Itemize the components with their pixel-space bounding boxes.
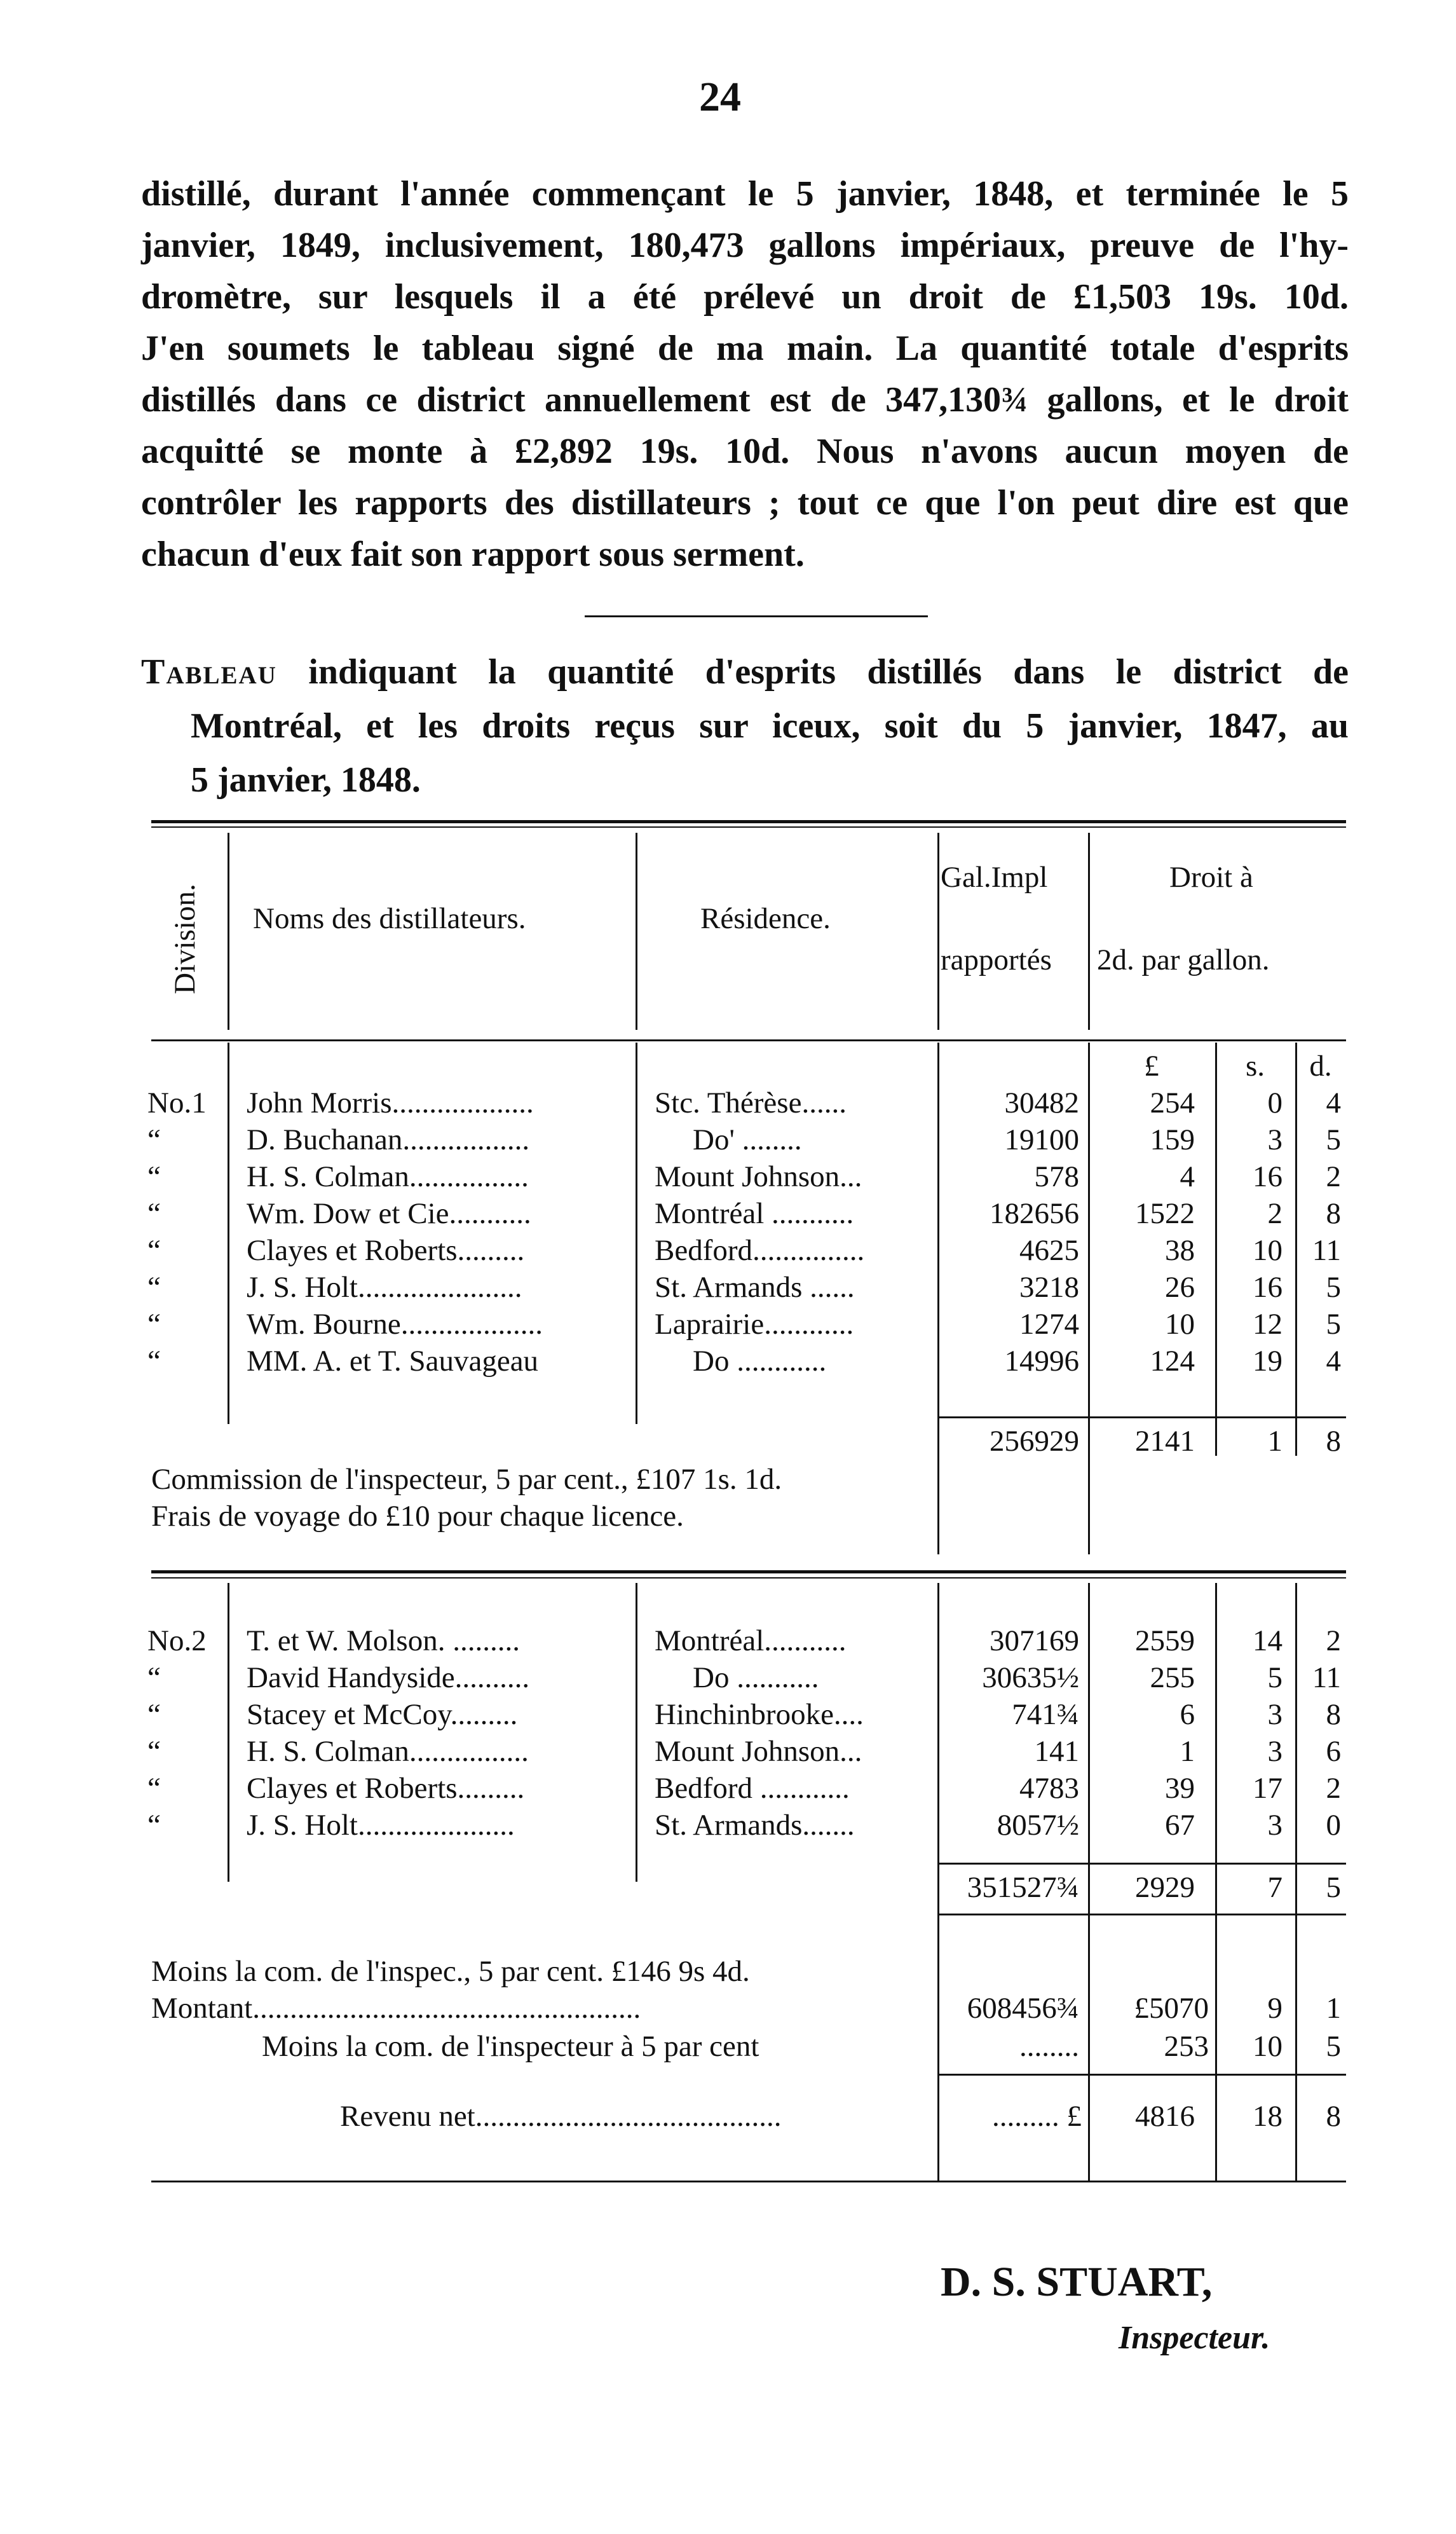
distiller-name-cell: J. S. Holt......................	[247, 1271, 522, 1304]
paragraph-line: acquitté se monte à £2,892 19s. 10d. Nous n'avons aucun moyen de	[141, 432, 1349, 471]
signature-name: D. S. STUART,	[941, 2259, 1213, 2305]
pence-cell: 5	[1326, 1308, 1341, 1341]
header-bottom-rule	[151, 1039, 1346, 1041]
shillings-cell: 2	[1267, 1197, 1283, 1230]
section-2-total-pounds: 2929	[1135, 1871, 1195, 1904]
residence-cell: Mount Johnson...	[655, 1160, 862, 1193]
distiller-name-cell: H. S. Colman................	[247, 1735, 529, 1768]
residence-cell: Hinchinbrooke....	[655, 1698, 864, 1731]
table-row	[0, 1085, 1456, 1121]
pounds-cell: 1522	[1135, 1197, 1195, 1230]
pence-cell: 4	[1326, 1345, 1341, 1378]
section-1-total-rule	[937, 1416, 1346, 1418]
caption-line-2: Montréal, et les droits reçus sur iceux, soit du 5 janvier, 1847, au	[191, 706, 1349, 746]
residence-cell: Bedford...............	[655, 1234, 865, 1267]
section-1-total-pounds: 2141	[1135, 1425, 1195, 1458]
table-row	[0, 1121, 1456, 1158]
moins-shillings: 10	[1253, 2030, 1283, 2063]
distiller-name-cell: J. S. Holt.....................	[247, 1809, 515, 1842]
pounds-cell: 10	[1165, 1308, 1195, 1341]
pence-cell: 2	[1326, 1772, 1341, 1805]
residence-cell: Stc. Thérèse......	[655, 1086, 847, 1120]
paragraph-line: distillés dans ce district annuellement est de 347,130¾ gallons, et le droit	[141, 380, 1349, 420]
net-pounds: 4816	[1135, 2100, 1195, 2133]
section-2-subrule	[937, 1914, 1346, 1915]
caption-line-3: 5 janvier, 1848.	[191, 760, 421, 800]
table-bottom-rule	[151, 2181, 1346, 2182]
gallons-cell: 307169	[990, 1624, 1079, 1657]
residence-cell: Laprairie............	[655, 1308, 854, 1341]
header-duty-1: Droit à	[1169, 861, 1253, 894]
residence-cell: Do' ........	[693, 1123, 802, 1156]
section-2-total-gal: 351527¾	[967, 1871, 1079, 1904]
distiller-name-cell: T. et W. Molson. .........	[247, 1624, 520, 1657]
header-divider	[228, 833, 229, 1030]
caption-line-1-rest: indiquant la quantité d'esprits distillés dans le district de	[276, 652, 1349, 692]
pence-cell: 2	[1326, 1160, 1341, 1193]
shillings-cell: 0	[1267, 1086, 1283, 1120]
pounds-cell: 2559	[1135, 1624, 1195, 1657]
shillings-cell: 16	[1253, 1160, 1283, 1193]
header-divider	[937, 833, 939, 1030]
page-number: 24	[699, 74, 741, 120]
header-names: Noms des distillateurs.	[253, 902, 526, 935]
caption-line-1	[141, 645, 1349, 699]
montant-gal: 608456¾	[967, 1992, 1079, 2025]
table-row	[0, 1622, 1456, 1659]
currency-pounds: £	[1144, 1050, 1159, 1083]
paragraph-line: dromètre, sur lesquels il a été prélevé un droit de £1,503 19s. 10d.	[141, 277, 1349, 317]
pounds-cell: 6	[1180, 1698, 1195, 1731]
section-1-note: Commission de l'inspecteur, 5 par cent., £107 1s. 1d.	[151, 1463, 782, 1496]
division-cell: “	[147, 1698, 161, 1731]
table-row	[0, 1770, 1456, 1807]
pounds-cell: 159	[1150, 1123, 1195, 1156]
moins-label: Moins la com. de l'inspecteur à 5 par cent	[262, 2030, 759, 2063]
gallons-cell: 1274	[1019, 1308, 1079, 1341]
moins-gal: ........	[1019, 2030, 1079, 2063]
section-2-total-rule	[937, 1863, 1346, 1865]
gallons-cell: 8057½	[997, 1809, 1079, 1842]
table-caption	[141, 645, 1349, 807]
division-cell: No.2	[147, 1624, 207, 1657]
residence-cell: Bedford ............	[655, 1772, 850, 1805]
distiller-name-cell: Stacey et McCoy.........	[247, 1698, 518, 1731]
distiller-name-cell: Clayes et Roberts.........	[247, 1234, 525, 1267]
shillings-cell: 12	[1253, 1308, 1283, 1341]
gallons-cell: 4783	[1019, 1772, 1079, 1805]
shillings-cell: 3	[1267, 1698, 1283, 1731]
shillings-cell: 3	[1267, 1735, 1283, 1768]
pence-cell: 5	[1326, 1123, 1341, 1156]
signature-title: Inspecteur.	[1119, 2320, 1270, 2356]
table-row	[0, 1807, 1456, 1844]
pence-cell: 11	[1312, 1234, 1341, 1267]
distiller-name-cell: Wm. Bourne...................	[247, 1308, 543, 1341]
gallons-cell: 14996	[1004, 1345, 1079, 1378]
shillings-cell: 16	[1253, 1271, 1283, 1304]
separator-rule	[585, 615, 928, 617]
pence-cell: 0	[1326, 1809, 1341, 1842]
pounds-cell: 67	[1165, 1809, 1195, 1842]
table-row	[0, 1733, 1456, 1770]
table-top-rule-inner	[151, 826, 1346, 828]
caption-lead: Tableau	[141, 652, 277, 692]
division-cell: “	[147, 1271, 161, 1304]
shillings-cell: 14	[1253, 1624, 1283, 1657]
gallons-cell: 182656	[990, 1197, 1079, 1230]
body-paragraph	[141, 168, 1349, 580]
gallons-cell: 30482	[1004, 1086, 1079, 1120]
header-divider	[636, 833, 637, 1030]
section-separator-rule	[151, 1570, 1346, 1573]
pence-cell: 4	[1326, 1086, 1341, 1120]
moins-pence: 5	[1326, 2030, 1341, 2063]
pounds-cell: 4	[1180, 1160, 1195, 1193]
pence-cell: 2	[1326, 1624, 1341, 1657]
gallons-cell: 578	[1034, 1160, 1079, 1193]
section-1-total-shillings: 1	[1267, 1425, 1283, 1458]
section-2-total-shillings: 7	[1267, 1871, 1283, 1904]
section-1-total-gal: 256929	[990, 1425, 1079, 1458]
gallons-cell: 4625	[1019, 1234, 1079, 1267]
pounds-cell: 39	[1165, 1772, 1195, 1805]
header-gal-1: Gal.Impl	[941, 861, 1048, 894]
distiller-name-cell: Wm. Dow et Cie...........	[247, 1197, 531, 1230]
paragraph-line: J'en soumets le tableau signé de ma main. La quantité totale d'esprits	[141, 329, 1349, 368]
header-division: Division.	[168, 884, 201, 994]
division-cell: “	[147, 1345, 161, 1378]
shillings-cell: 17	[1253, 1772, 1283, 1805]
table-row	[0, 1306, 1456, 1343]
pounds-cell: 124	[1150, 1345, 1195, 1378]
residence-cell: Mount Johnson...	[655, 1735, 862, 1768]
division-cell: “	[147, 1308, 161, 1341]
distiller-name-cell: David Handyside..........	[247, 1661, 530, 1694]
division-cell: “	[147, 1661, 161, 1694]
header-divider	[1088, 833, 1090, 1030]
montant-shillings: 9	[1267, 1992, 1283, 2025]
net-pence: 8	[1326, 2100, 1341, 2133]
header-residence: Résidence.	[700, 902, 831, 935]
table-row	[0, 1232, 1456, 1269]
table-row	[0, 1696, 1456, 1733]
section-1-note: Frais de voyage do £10 pour chaque licence.	[151, 1500, 684, 1533]
pounds-cell: 26	[1165, 1271, 1195, 1304]
table-row	[0, 1659, 1456, 1696]
division-cell: No.1	[147, 1086, 207, 1120]
residence-cell: St. Armands.......	[655, 1809, 855, 1842]
header-duty-2: 2d. par gallon.	[1097, 943, 1270, 976]
division-cell: “	[147, 1123, 161, 1156]
montant-label: Montant....................................................	[151, 1992, 641, 2025]
paragraph-line: contrôler les rapports des distillateurs ; tout ce que l'on peut dire est que	[141, 483, 1349, 523]
table-row	[0, 1343, 1456, 1380]
pence-cell: 5	[1326, 1271, 1341, 1304]
currency-shillings: s.	[1245, 1050, 1265, 1083]
table-row	[0, 1158, 1456, 1195]
shillings-cell: 5	[1267, 1661, 1283, 1694]
table-top-rule	[151, 820, 1346, 823]
pounds-cell: 1	[1180, 1735, 1195, 1768]
division-cell: “	[147, 1197, 161, 1230]
net-rule	[937, 2074, 1346, 2076]
paragraph-line: chacun d'eux fait son rapport sous serment.	[141, 535, 805, 574]
pounds-cell: 254	[1150, 1086, 1195, 1120]
residence-cell: Do ............	[693, 1345, 827, 1378]
pence-cell: 6	[1326, 1735, 1341, 1768]
gallons-cell: 141	[1034, 1735, 1079, 1768]
paragraph-line: distillé, durant l'année commençant le 5 janvier, 1848, et terminée le 5	[141, 174, 1349, 214]
section-2-total-pence: 5	[1326, 1871, 1341, 1904]
paragraph-line: janvier, 1849, inclusivement, 180,473 gallons impériaux, preuve de l'hy-	[141, 226, 1349, 265]
shillings-cell: 3	[1267, 1809, 1283, 1842]
net-label: Revenu net.........................................	[340, 2100, 782, 2133]
pounds-cell: 255	[1150, 1661, 1195, 1694]
commission-note: Moins la com. de l'inspec., 5 par cent. £146 9s 4d.	[151, 1955, 750, 1988]
division-cell: “	[147, 1735, 161, 1768]
residence-cell: Do ...........	[693, 1661, 819, 1694]
montant-pounds: £5070	[1134, 1992, 1209, 2025]
distiller-name-cell: D. Buchanan.................	[247, 1123, 530, 1156]
net-gal: ......... £	[992, 2100, 1082, 2133]
distiller-name-cell: MM. A. et T. Sauvageau	[247, 1345, 539, 1378]
pounds-cell: 38	[1165, 1234, 1195, 1267]
gallons-cell: 30635½	[982, 1661, 1079, 1694]
section-separator-rule-inner	[151, 1577, 1346, 1579]
division-cell: “	[147, 1809, 161, 1842]
shillings-cell: 19	[1253, 1345, 1283, 1378]
gallons-cell: 741¾	[1012, 1698, 1079, 1731]
pence-cell: 11	[1312, 1661, 1341, 1694]
division-cell: “	[147, 1772, 161, 1805]
net-shillings: 18	[1253, 2100, 1283, 2133]
distiller-name-cell: Clayes et Roberts.........	[247, 1772, 525, 1805]
pence-cell: 8	[1326, 1197, 1341, 1230]
montant-pence: 1	[1326, 1992, 1341, 2025]
gallons-cell: 19100	[1004, 1123, 1079, 1156]
moins-pounds: 253	[1164, 2030, 1209, 2063]
pence-cell: 8	[1326, 1698, 1341, 1731]
shillings-cell: 3	[1267, 1123, 1283, 1156]
currency-pence: d.	[1309, 1050, 1332, 1083]
residence-cell: Montréal...........	[655, 1624, 847, 1657]
header-gal-2: rapportés	[941, 943, 1052, 976]
shillings-cell: 10	[1253, 1234, 1283, 1267]
table-row	[0, 1195, 1456, 1232]
division-cell: “	[147, 1234, 161, 1267]
gallons-cell: 3218	[1019, 1271, 1079, 1304]
residence-cell: St. Armands ......	[655, 1271, 855, 1304]
distiller-name-cell: John Morris...................	[247, 1086, 534, 1120]
division-cell: “	[147, 1160, 161, 1193]
distiller-name-cell: H. S. Colman................	[247, 1160, 529, 1193]
section-1-total-pence: 8	[1326, 1425, 1341, 1458]
table-row	[0, 1269, 1456, 1306]
residence-cell: Montréal ...........	[655, 1197, 854, 1230]
